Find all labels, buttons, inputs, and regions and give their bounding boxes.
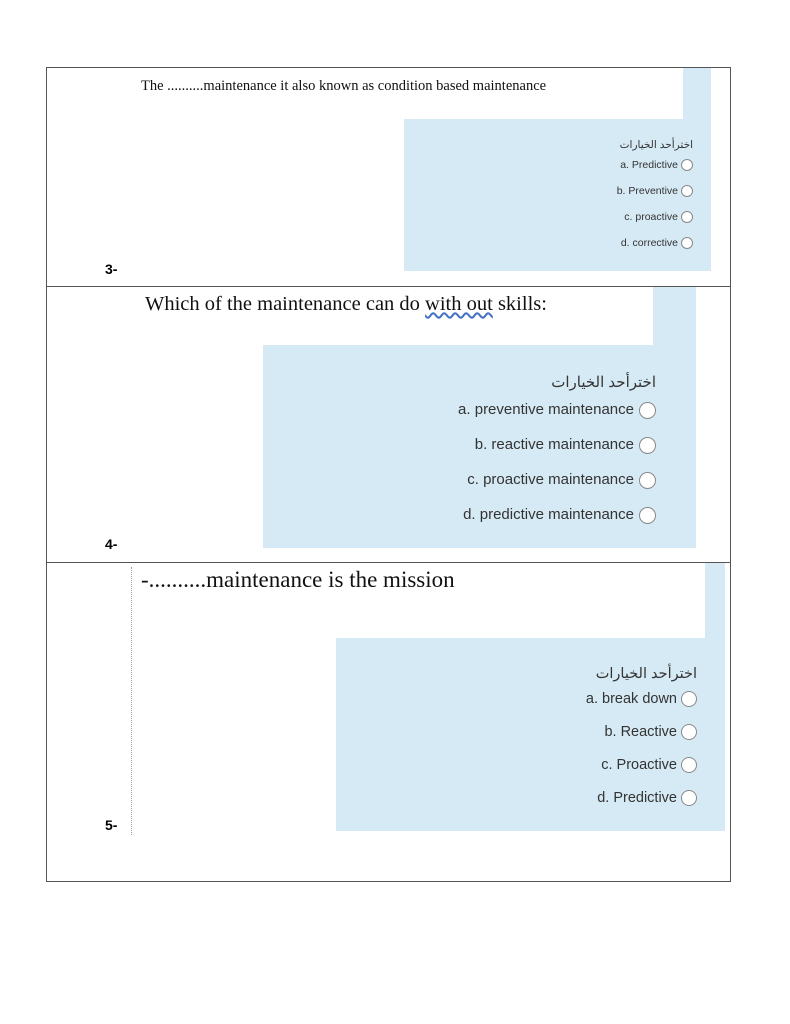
option-c[interactable]: c. proactive xyxy=(617,207,693,227)
option-b[interactable]: b. Reactive xyxy=(586,721,697,743)
option-b[interactable]: b. Preventive xyxy=(617,181,693,201)
radio-button[interactable] xyxy=(639,507,656,524)
question-4-stem: Which of the maintenance can do with out skills: xyxy=(145,293,547,315)
margin-guide xyxy=(131,567,132,835)
question-5-number: 5- xyxy=(105,817,118,833)
radio-button[interactable] xyxy=(681,211,693,223)
option-b[interactable]: b. reactive maintenance xyxy=(458,434,656,456)
radio-button[interactable] xyxy=(681,757,697,773)
question-5-choices xyxy=(586,664,697,809)
option-a[interactable]: a. Predictive xyxy=(617,155,693,175)
option-d[interactable]: d. corrective xyxy=(617,233,693,253)
question-3-choices-panel xyxy=(404,119,711,271)
radio-button[interactable] xyxy=(681,237,693,249)
question-4-number: 4- xyxy=(105,536,118,552)
question-4-choices-panel xyxy=(263,345,696,548)
question-3-number: 3- xyxy=(105,261,118,277)
option-a[interactable]: a. preventive maintenance xyxy=(458,399,656,421)
question-5-row xyxy=(47,563,730,882)
choices-heading: اخترأحد الخيارات xyxy=(551,374,656,391)
question-4-row xyxy=(47,287,730,563)
radio-button[interactable] xyxy=(681,724,697,740)
option-c[interactable]: c. Proactive xyxy=(586,754,697,776)
radio-button[interactable] xyxy=(681,790,697,806)
radio-button[interactable] xyxy=(639,437,656,454)
option-d[interactable]: d. Predictive xyxy=(586,787,697,809)
question-5-stem: -..........maintenance is the mission xyxy=(141,567,455,592)
radio-button[interactable] xyxy=(639,472,656,489)
question-3-stem: The ..........maintenance it also known as condition based maintenance xyxy=(141,78,547,94)
question-3-row xyxy=(47,68,730,287)
panel-strip xyxy=(683,68,711,120)
radio-button[interactable] xyxy=(681,691,697,707)
panel-strip xyxy=(705,563,725,639)
question-5-choices-panel xyxy=(336,638,725,831)
option-c[interactable]: c. proactive maintenance xyxy=(458,469,656,491)
option-d[interactable]: d. predictive maintenance xyxy=(458,504,656,526)
radio-button[interactable] xyxy=(639,402,656,419)
questions-table xyxy=(46,67,731,882)
question-4-choices xyxy=(458,373,656,526)
choices-heading: اخترأحد الخيارات xyxy=(595,666,697,682)
panel-strip xyxy=(653,287,696,347)
choices-heading: اخترأحد الخيارات xyxy=(619,139,693,151)
question-3-choices xyxy=(617,137,693,253)
radio-button[interactable] xyxy=(681,159,693,171)
radio-button[interactable] xyxy=(681,185,693,197)
option-a[interactable]: a. break down xyxy=(586,688,697,710)
